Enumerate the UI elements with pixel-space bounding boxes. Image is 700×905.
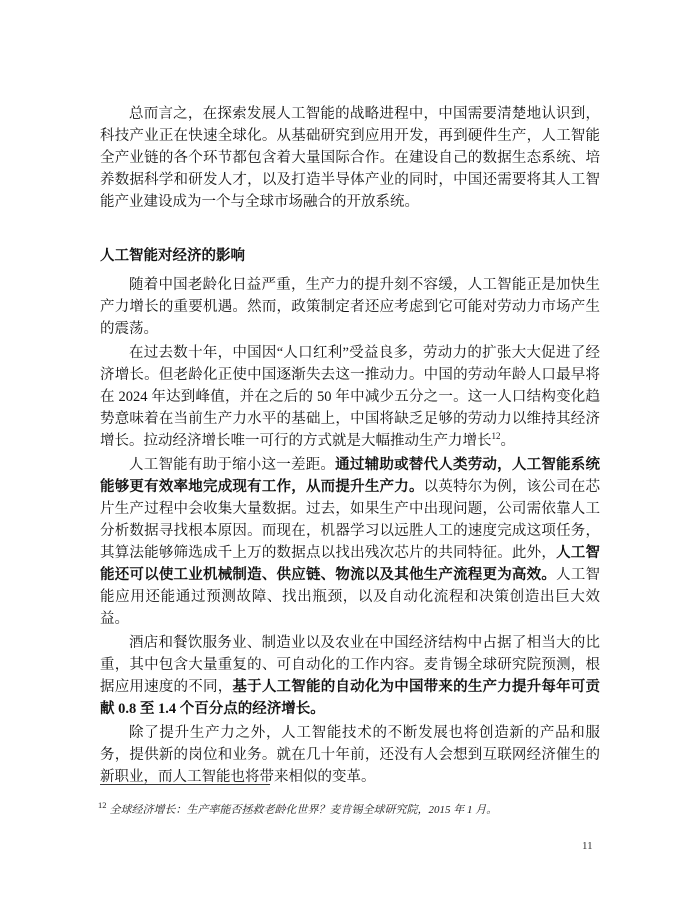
page-number: 11 bbox=[582, 840, 593, 852]
paragraph-new-jobs: 除了提升生产力之外，人工智能技术的不断发展也将创造新的产品和服务，提供新的岗位和业务。就在几十年前，还没有人会想到互联网经济催生的新职业，而人工智能也将带来相似的变革。 bbox=[100, 725, 600, 785]
paragraph-demographic-dividend: 在过去数十年，中国因“人口红利”受益良多，劳动力的扩张大大促进了经济增长。但老龄化正使中国逐渐失去这一推动力。中国的劳动年龄人口最早将在 2024 年达到峰值，并在之后的 50 年中减少五分之一。这一人口结构变化趋势意味着在当前生产力水平的基础上，中国将缺乏足够的劳动力以维持其经济增长。拉动经济增长唯一可行的方式就是大幅推动生产力增长$^{12}$。 bbox=[100, 345, 600, 449]
footnote-divider bbox=[100, 784, 270, 785]
document-body bbox=[100, 103, 600, 790]
paragraph-mckinsey-forecast: 酒店和餐饮服务业、制造业以及农业在中国经济结构中占据了相当大的比重，其中包含大量重复的、可自动化的工作内容。麦肯锡全球研究院预测，根据应用速度的不同，基于人工智能的自动化为中国带来的生产力提升每年可贡献 0.8 至 1.4 个百分点的经济增长。 bbox=[100, 635, 601, 717]
paragraph-conclusion: 总而言之，在探索发展人工智能的战略进程中，中国需要清楚地认识到，科技产业正在快速全球化。从基础研究到应用开发，再到硬件生产，人工智能全产业链的各个环节都包含着大量国际合作。在建设自己的数据生态系统、培养数据科学和研发人才，以及打造半导体产业的同时，中国还需要将其人工智能产业建设成为一个与全球市场融合的开放系统。 bbox=[100, 106, 600, 210]
paragraph-aging-productivity: 随着中国老龄化日益严重，生产力的提升刻不容缓，人工智能正是加快生产力增长的重要机遇。然而，政策制定者还应考虑到它可能对劳动力市场产生的震荡。 bbox=[100, 277, 600, 337]
footnote-ref: 12 bbox=[98, 800, 107, 811]
section-heading: 人工智能对经济的影响 bbox=[100, 248, 245, 264]
footnote bbox=[98, 802, 600, 818]
paragraph-ai-gap: 人工智能有助于缩小这一差距。通过辅助或替代人类劳动，人工智能系统能够更有效率地完成现有工作，从而提升生产力。以英特尔为例，该公司在芯片生产过程中会收集大量数据。过去，如果生产中出现问题，公司需依靠人工分析数据寻找根本原因。而现在，机器学习以远胜人工的速度完成这项任务，其算法能够筛选成千上万的数据点以找出残次芯片的共同特征。此外，人工智能还可以使工业机械制造、供应链、物流以及其他生产流程更为高效。人工智能应用还能通过预测故障、找出瓶颈，以及自动化流程和决策创造出巨大效益。 bbox=[100, 457, 601, 627]
footnote-text: 全球经济增长：生产率能否拯救老龄化世界？麦肯锡全球研究院，2015 年 1 月。 bbox=[109, 804, 498, 816]
